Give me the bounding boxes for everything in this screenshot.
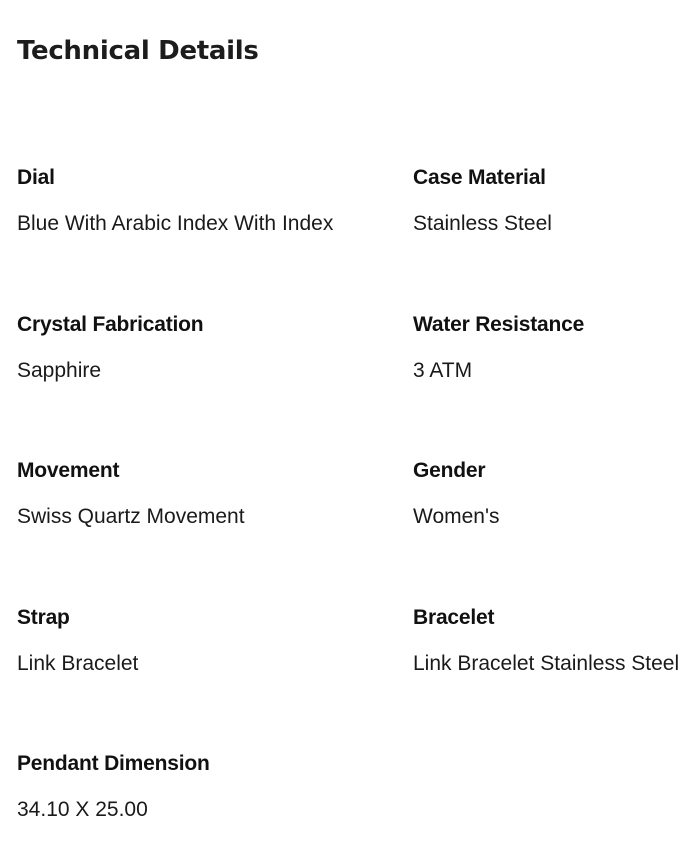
spec-value: Swiss Quartz Movement (17, 505, 245, 528)
section-title: Technical Details (17, 36, 259, 66)
spec-value: Blue With Arabic Index With Index (17, 212, 334, 235)
spec-label: Bracelet (413, 606, 495, 629)
spec-value: 3 ATM (413, 359, 473, 382)
spec-label: Case Material (413, 166, 546, 189)
spec-value: Link Bracelet Stainless Steel (413, 652, 680, 675)
spec-crystal-fabrication (17, 312, 397, 384)
spec-value: Stainless Steel (413, 212, 552, 235)
spec-label: Gender (413, 459, 486, 482)
spec-bracelet (413, 605, 700, 677)
spec-label: Pendant Dimension (17, 752, 210, 775)
spec-movement (17, 458, 397, 530)
spec-case-material (413, 165, 700, 237)
spec-pendant-dimension (17, 751, 397, 823)
spec-label: Strap (17, 606, 70, 629)
spec-label: Dial (17, 166, 55, 189)
spec-gender (413, 458, 700, 530)
spec-label: Movement (17, 459, 120, 482)
spec-value: Sapphire (17, 359, 102, 382)
spec-label: Water Resistance (413, 313, 585, 336)
spec-dial (17, 165, 397, 237)
spec-value: Link Bracelet (17, 652, 139, 675)
spec-strap (17, 605, 397, 677)
spec-water-resistance (413, 312, 700, 384)
spec-label: Crystal Fabrication (17, 313, 204, 336)
spec-value: Women's (413, 505, 500, 528)
spec-value: 34.10 X 25.00 (17, 798, 148, 821)
